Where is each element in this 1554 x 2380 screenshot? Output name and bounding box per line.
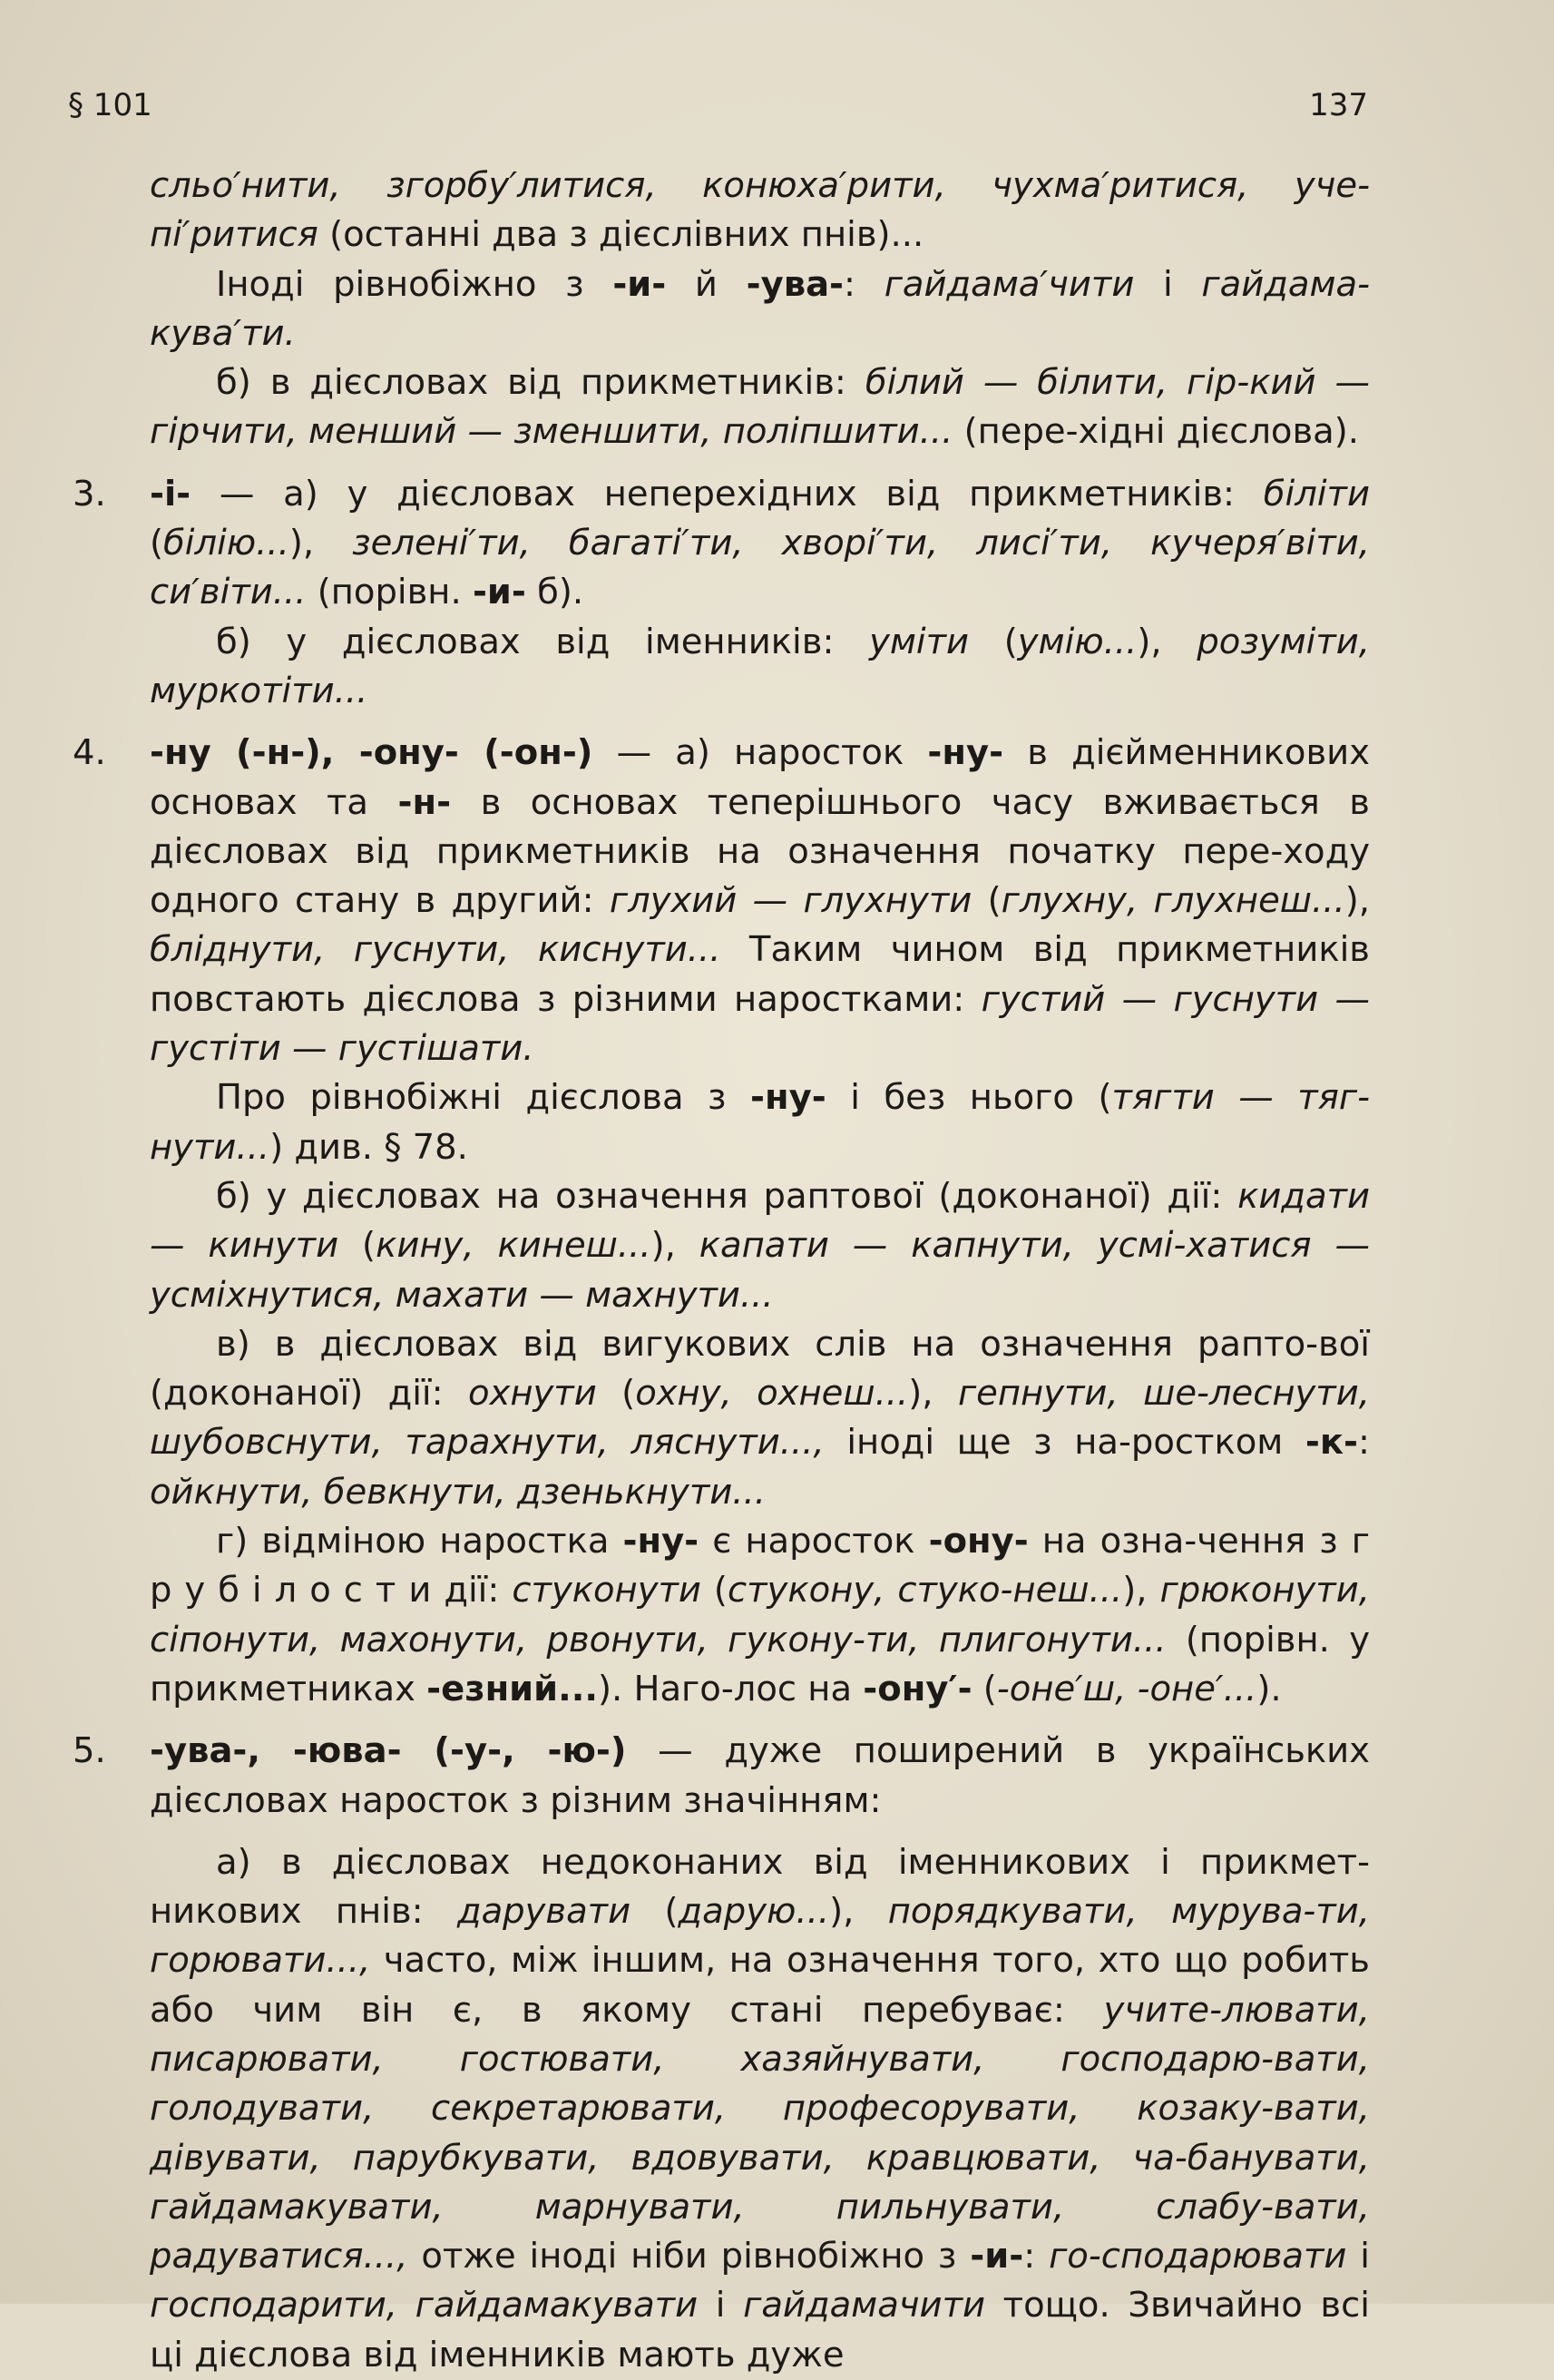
paragraph: сльо′нити, згорбу′литися, конюха′рити, чухма′ритися, уче-пі′ритися (останні два з дієслівних пнів)... — [150, 165, 1370, 256]
paragraph: б) у дієсловах від іменників: уміти (умію...), розуміти, муркотіти... — [150, 621, 1371, 711]
page-body — [73, 162, 1370, 2380]
paragraph: в) в дієсловах від вигукових слів на означення рапто-вої (доконаної) дії: охнути (охну, охнеш...), гепнути, ше-леснути, шубовснути, тарахнути, ляснути..., іноді ще з на-ростком -к-: ойкнути, бевкнути, дзенькнути... — [150, 1323, 1370, 1513]
page-header — [68, 87, 1368, 123]
numbered-item — [73, 470, 1370, 618]
paragraph: б) в дієсловах від прикметників: білий — білити, гір-кий — гірчити, менший — зменшити, поліпшити... (пере-хідні дієслова). — [150, 362, 1370, 453]
paragraph: а) в дієсловах недоконаних від іменникових і прикмет-никових пнів: дарувати (дарую...), порядкувати, мурува-ти, горювати..., часто, між іншим, на означення того, хто що робить або чим він є, в якому стані перебуває: учите-лювати, писарювати, гостювати, хазяйнувати, господарю-вати, голодувати, секретарювати, професорувати, козаку-вати, дівувати, парубкувати, вдовувати, кравцювати, ча-банувати, гайдамакувати, марнувати, пильнувати, слабу-вати, радуватися..., отже іноді ніби рівнобіжно з -и-: го-сподарювати і господарити, гайдамакувати і гайдамачити тощо. Звичайно всі ці дієслова від іменників мають дуже — [150, 1841, 1370, 2375]
item-text: -ува-, -юва- (-у-, -ю-) — дуже поширений в українських дієсловах наросток з різним значінням: — [150, 1730, 1370, 1821]
paragraph: г) відміною наростка -ну- є наросток -ону- на озна-чення з г р у б і л о с т и дії: стуконути (стукону, стуко-неш...), грюконути, сіпонути, махонути, рвонути, гукону-ти, плигонути... (порівн. у прикметниках -езний...). Наго-лос на -ону′- (-оне′ш, -оне′...). — [150, 1521, 1370, 1709]
section-marker: § 101 — [68, 87, 152, 123]
item-number: 4. — [73, 732, 106, 774]
item-number: 5. — [73, 1730, 106, 1772]
item-text: -і- — а) у дієсловах неперехідних від прикметників: біліти (білію...), зелені′ти, багаті′ти, хворі′ти, лисі′ти, кучеря′віти, си′віти... (порівн. -и- б). — [150, 473, 1371, 613]
item-text: -ну (-н-), -ону- (-он-) — а) наросток -ну- в дієйменникових основах та -н- в основах теперішнього часу вживається в дієсловах від прикметників на означення початку пере-ходу одного стану в другий: глухий — глухнути (глухну, глухнеш...), бліднути, гуснути, киснути... Таким чином від прикметників повстають дієслова з різними наростками: густий — гуснути — густіти — густішати. — [150, 732, 1370, 1070]
numbered-item — [73, 1727, 1370, 1826]
item-number: 3. — [73, 473, 106, 514]
paragraph: Про рівнобіжні дієслова з -ну- і без нього (тягти — тяг-нути...) див. § 78. — [150, 1077, 1370, 1168]
paragraph: б) у дієсловах на означення раптової (доконаної) дії: кидати — кинути (кину, кинеш...), капати — капнути, усмі-хатися — усміхнутися, махати — махнути... — [150, 1175, 1370, 1316]
numbered-item — [73, 729, 1370, 1073]
page-number: 137 — [1309, 87, 1368, 123]
paragraph: Іноді рівнобіжно з -и- й -ува-: гайдама′чити і гайдама-кува′ти. — [150, 263, 1371, 354]
